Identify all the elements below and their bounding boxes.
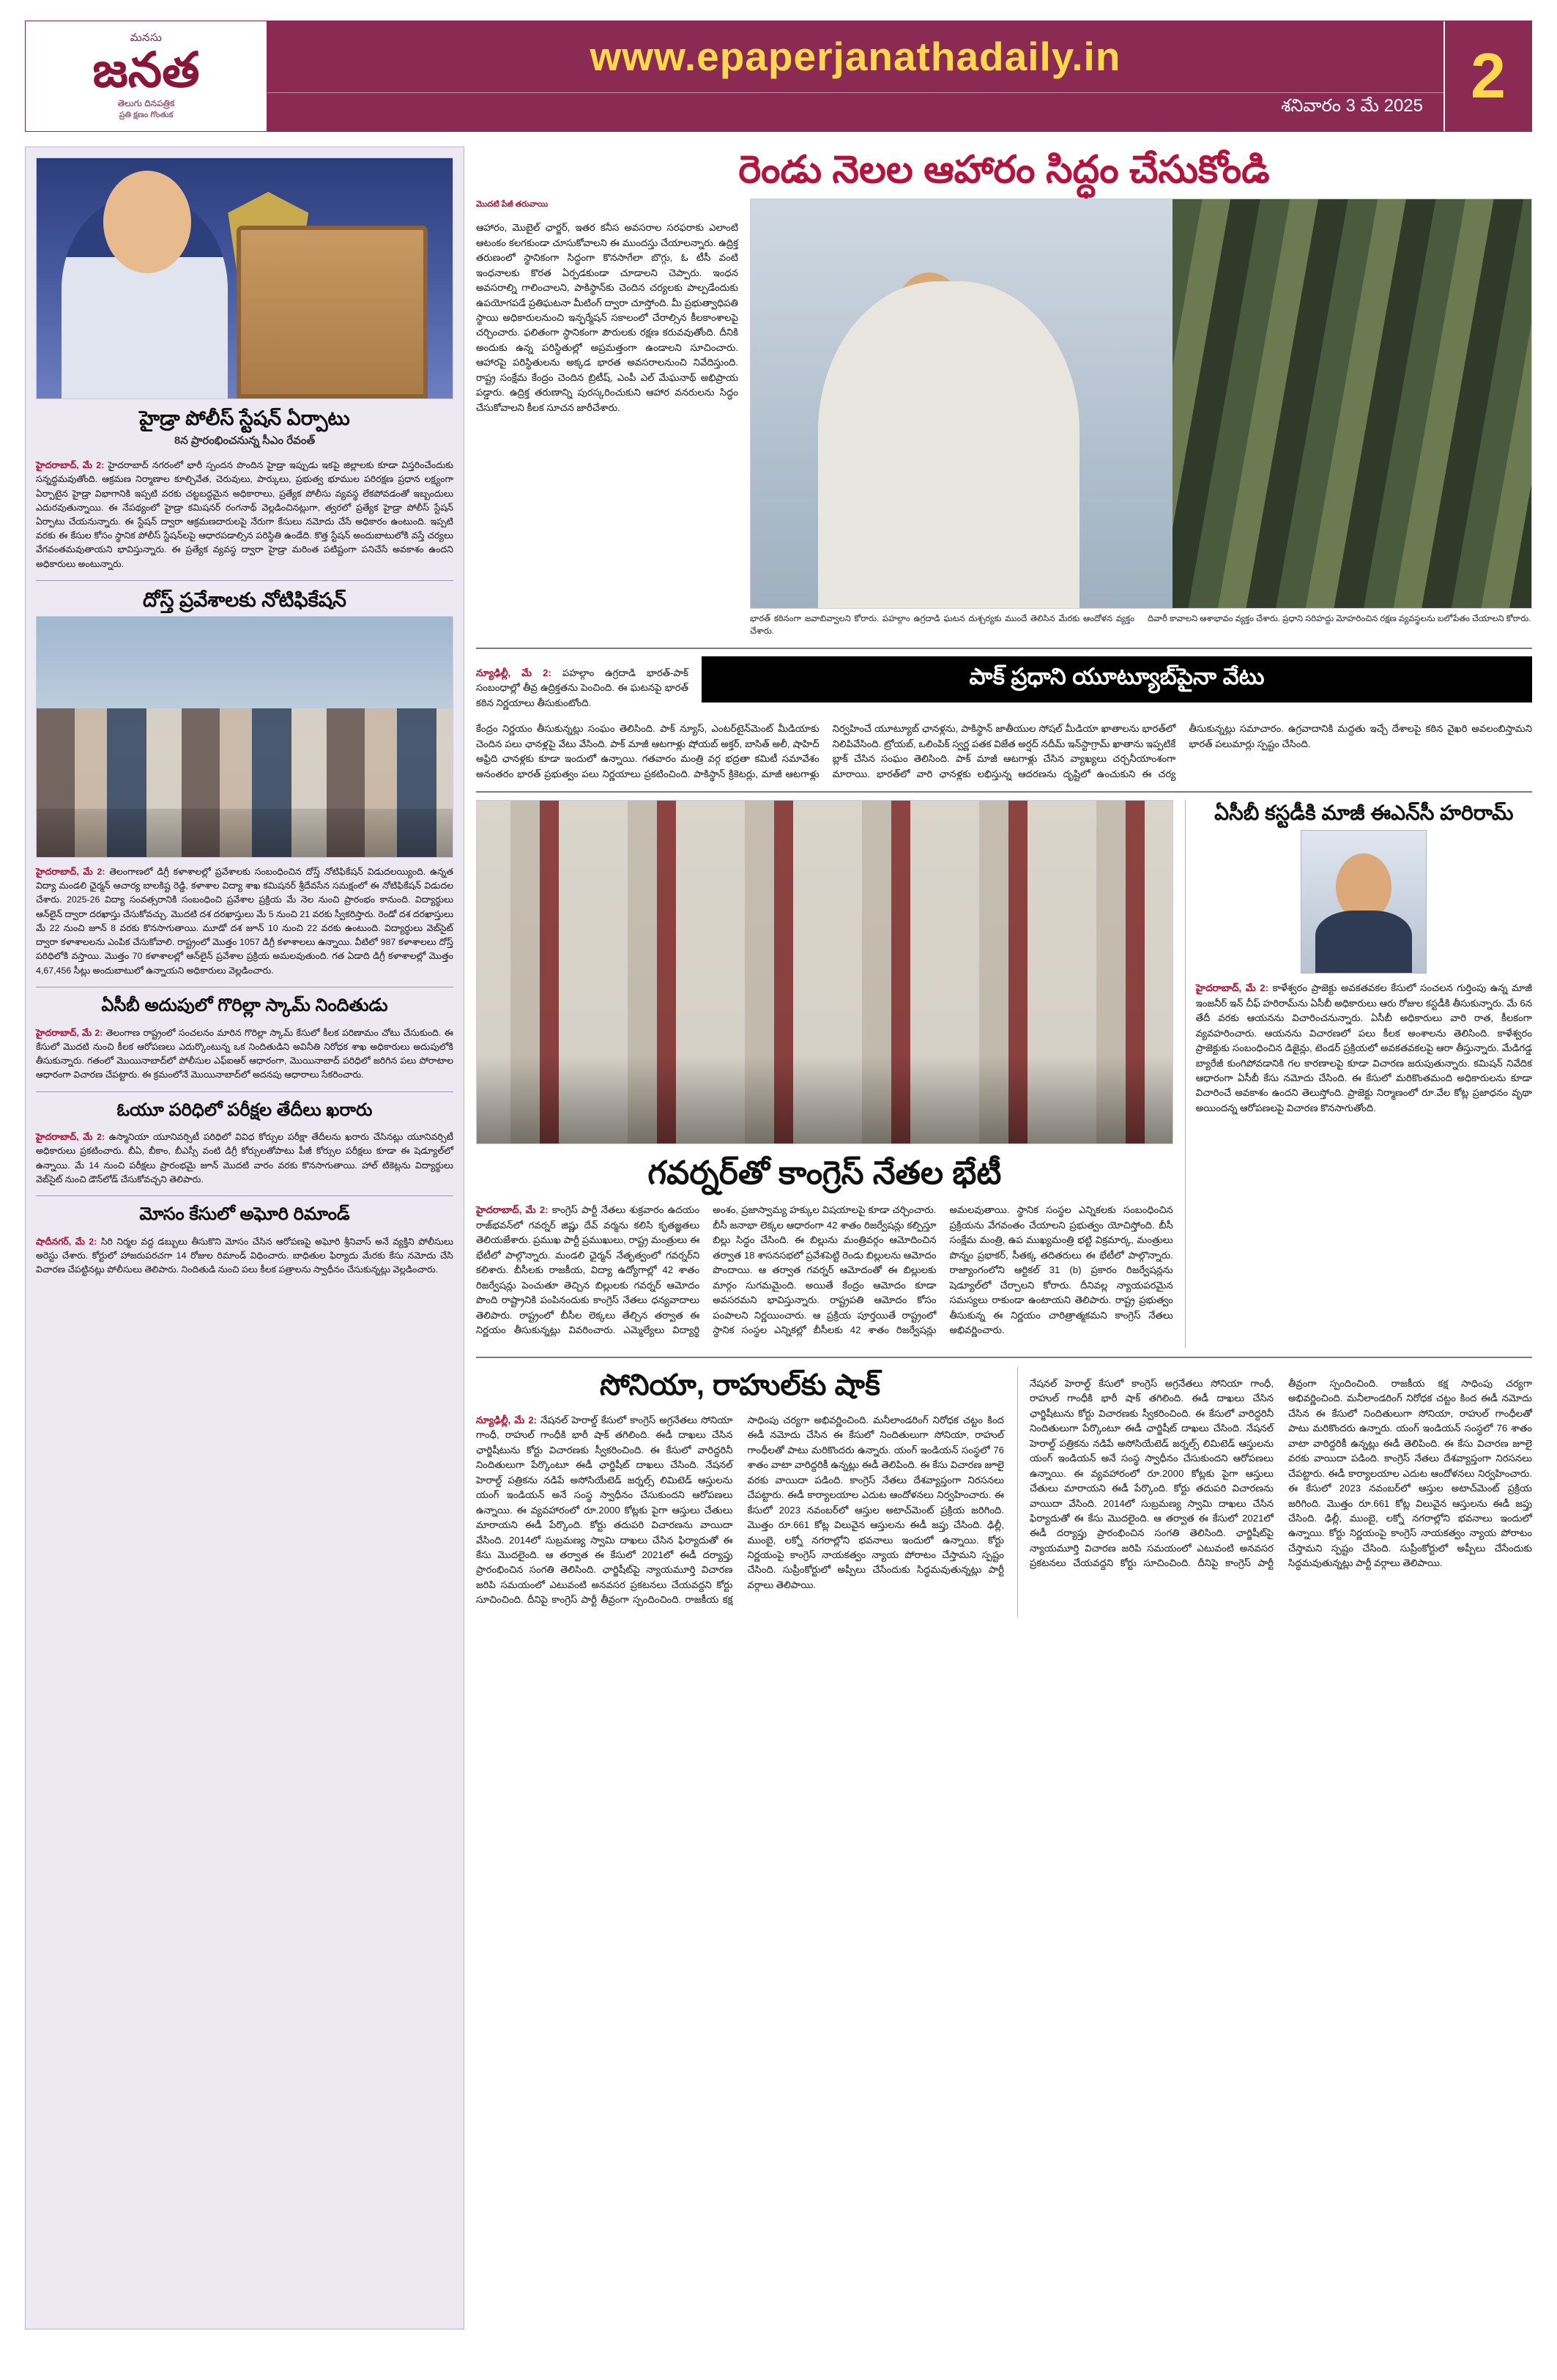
- dateline-pak: న్యూఢిల్లీ, మే 2:: [476, 667, 551, 678]
- bottom-row: [476, 1367, 1532, 1617]
- minister-and-soldiers-photo: [750, 199, 1532, 609]
- dateline-ou: హైదరాబాద్, మే 2:: [36, 1132, 105, 1143]
- article-text-gorilla: తెలంగాణ రాష్ట్రంలో సంచలనం మారిన గొరిల్లా స్కామ్ కేసులో కీలక పరిణామం చోటు చేసుకుంది. ఈ కేసులో మొదటి నుంచి కీలక ఆరోపణలు ఎదుర్కొంటున్న ఒక నిందితుడిని అవినీతి నిరోధక శాఖ అధికారులు అదుపులోకి తీసుకున్నారు. గతంలో మొయినాబాద్‌లో పోలీసుల ఎఫ్ఐఆర్ ఆధారంగా, మొయినాబాద్ పరిధిలో జరిగిన పలు పోరాటాల ఆధారంగా విచారణ చేపట్టారు. ఈ క్రమంలోనే మొయినాబాద్‌లో అదనపు ఆధారాలు సేకరించారు.: [36, 1027, 453, 1080]
- meeting-body: [476, 1203, 1173, 1338]
- article-headline-ou-exams: ఓయూ పరిధిలో పరీక్షల తేదీలు ఖరారు: [116, 1100, 373, 1120]
- article-text-dost: తెలంగాణలో డిగ్రీ కళాశాలల్లో ప్రవేశాలకు సంబంధించిన దోస్త్ నోటిఫికేషన్ విడుదలయ్యింది. ఉన్నత విద్యా మండలి ఛైర్మన్ ఆచార్య బాలకిష్ట రెడ్డి, కళాశాల విద్యా శాఖ కమిషనర్ శ్రీదేవసేన సమక్షంలో ఈ నోటిఫికేషన్ విడుదల చేశారు. 2025-26 విద్యా సంవత్సరానికి సంబంధించి ప్రవేశాల ప్రక్రియ మే నెల నుంచి ప్రారంభం కానుంది. విద్యార్థులు ఆన్‌లైన్ ద్వారా దరఖాస్తు చేసుకోవచ్చు. మొదటి దశ దరఖాస్తులు మే 5 నుంచి 21 వరకు స్వీకరిస్తారు. రెండో దశ దరఖాస్తులు మే 22 నుంచి జూన్ 8 వరకు కొనసాగుతాయి. మూడో దశ జూన్ 10 నుంచి 22 వరకు ఉంటుంది. విద్యార్థులు వెబ్‌సైట్ ద్వారా కళాశాలలను ఎంపిక చేసుకోవాలి. రాష్ట్రంలో మొత్తం 1057 డిగ్రీ కళాశాలలు ఉన్నాయి. వీటిలో 987 కళాశాలలు దోస్త్ పరిధిలోకి వస్తాయి. మొత్తం 70 కళాశాలల్లో ఆన్‌లైన్ ప్రవేశాల ప్రక్రియ అమలవుతుంది. గత ఏడాది డిగ్రీ కళాశాలల్లో మొత్తం 4,67,456 సీట్లు అందుబాటులో ఉన్నాయని అధికారులు వెల్లడించారు.: [36, 867, 453, 976]
- governor-congress-leaders-photo: [476, 800, 1173, 1144]
- page-number-box: [1443, 21, 1531, 131]
- divider-4: [36, 1195, 453, 1196]
- article-body-aghori: [36, 1235, 453, 1278]
- dateline-acb: హైదరాబాద్, మే 2:: [1195, 982, 1269, 994]
- mid-row: [476, 800, 1532, 1347]
- page-content: [25, 147, 1532, 2329]
- sonia-text: నేషనల్ హెరాల్డ్ కేసులో కాంగ్రెస్ అగ్రనేతలు సోనియా గాంధీ, రాహుల్ గాంధీకి భారీ షాక్ తగిలింది. ఈడీ దాఖలు చేసిన ఛార్జిషీటును కోర్టు విచారణకు స్వీకరించింది. ఈ కేసులో వారిద్దరినీ నిందితులుగా పేర్కొంటూ ఈడీ ఛార్జిషీట్ దాఖలు చేసింది. నేషనల్ హెరాల్డ్ పత్రికను నడిపే అసోసియేటెడ్ జర్నల్స్ లిమిటెడ్ ఆస్తులను యంగ్ ఇండియన్ అనే సంస్థ స్వాధీనం చేసుకుందని ఆరోపణలు ఉన్నాయి. ఈ వ్యవహారంలో రూ.2000 కోట్లకు పైగా ఆస్తులు చేతులు మారాయని ఈడీ పేర్కొంది. కోర్టు తదుపరి విచారణను వాయిదా వేసింది. 2014లో సుబ్రమణ్య స్వామి దాఖలు చేసిన ఫిర్యాదుతో ఈ కేసు మొదలైంది. ఆ తర్వాత ఈ కేసులో 2021లో ఈడీ దర్యాప్తు ప్రారంభించిన సంగతి తెలిసింది. ఛార్జిషీట్‌పై న్యాయమూర్తి విచారణ జరిపి సమయంలో ఎటువంటి అనవసర ప్రకటనలు చేయవద్దని కోర్టు సూచించింది. దీనిపై కాంగ్రెస్ పార్టీ తీవ్రంగా స్పందించింది. రాజకీయ కక్ష సాధింపు చర్యగా అభివర్ణించింది. మనీలాండరింగ్ నిరోధక చట్టం కింద ఈడీ నమోదు చేసిన ఈ కేసులో నిందితులుగా సోనియా, రాహుల్ గాంధీలతో పాటు మరికొందరు ఉన్నారు. యంగ్ ఇండియన్ సంస్థలో 76 శాతం వాటా వారిద్దరికీ ఉన్నట్లు ఈడీ తెలిపింది. ఈ కేసు విచారణ జూలై వరకు వాయిదా పడింది. కాంగ్రెస్ నేతలు దేశవ్యాప్తంగా నిరసనలు చేపట్టారు. ఈడీ కార్యాలయాల ఎదుట ఆందోళనలు నిర్వహించారు. ఈ కేసులో 2023 నవంబర్‌లో ఆస్తుల అటాచ్‌మెంట్ ప్రక్రియ జరిగింది. మొత్తం రూ.661 కోట్ల విలువైన ఆస్తులను ఈడీ జప్తు చేసింది. ఢిల్లీ, ముంబై, లక్నో నగరాల్లోని భవనాలు ఇందులో ఉన్నాయి. కోర్టు నిర్ణయంపై కాంగ్రెస్ నాయకత్వం న్యాయ పోరాటం చేస్తామని స్పష్టం చేసింది. సుప్రీంకోర్టులో అప్పీలు చేసేందుకు సిద్ధమవుతున్నట్లు పార్టీ వర్గాలు తెలిపాయి.: [476, 1414, 1004, 1606]
- sonia-body-cont: నేషనల్ హెరాల్డ్ కేసులో కాంగ్రెస్ అగ్రనేతలు సోనియా గాంధీ, రాహుల్ గాంధీకి భారీ షాక్ తగిలింది. ఈడీ దాఖలు చేసిన ఛార్జిషీటును కోర్టు విచారణకు స్వీకరించింది. ఈ కేసులో వారిద్దరినీ నిందితులుగా పేర్కొంటూ ఈడీ ఛార్జిషీట్ దాఖలు చేసింది. నేషనల్ హెరాల్డ్ పత్రికను నడిపే అసోసియేటెడ్ జర్నల్స్ లిమిటెడ్ ఆస్తులను యంగ్ ఇండియన్ అనే సంస్థ స్వాధీనం చేసుకుందని ఆరోపణలు ఉన్నాయి. ఈ వ్యవహారంలో రూ.2000 కోట్లకు పైగా ఆస్తులు చేతులు మారాయని ఈడీ పేర్కొంది. కోర్టు తదుపరి విచారణను వాయిదా వేసింది. 2014లో సుబ్రమణ్య స్వామి దాఖలు చేసిన ఫిర్యాదుతో ఈ కేసు మొదలైంది. ఆ తర్వాత ఈ కేసులో 2021లో ఈడీ దర్యాప్తు ప్రారంభించిన సంగతి తెలిసింది. ఛార్జిషీట్‌పై న్యాయమూర్తి విచారణ జరిపి సమయంలో ఎటువంటి అనవసర ప్రకటనలు చేయవద్దని కోర్టు సూచించింది. దీనిపై కాంగ్రెస్ పార్టీ తీవ్రంగా స్పందించింది. రాజకీయ కక్ష సాధింపు చర్యగా అభివర్ణించింది. మనీలాండరింగ్ నిరోధక చట్టం కింద ఈడీ నమోదు చేసిన ఈ కేసులో నిందితులుగా సోనియా, రాహుల్ గాంధీలతో పాటు మరికొందరు ఉన్నారు. యంగ్ ఇండియన్ సంస్థలో 76 శాతం వాటా వారిద్దరికీ ఉన్నట్లు ఈడీ తెలిపింది. ఈ కేసు విచారణ జూలై వరకు వాయిదా పడింది. కాంగ్రెస్ నేతలు దేశవ్యాప్తంగా నిరసనలు చేపట్టారు. ఈడీ కార్యాలయాల ఎదుట ఆందోళనలు నిర్వహించారు. ఈ కేసులో 2023 నవంబర్‌లో ఆస్తుల అటాచ్‌మెంట్ ప్రక్రియ జరిగింది. మొత్తం రూ.661 కోట్ల విలువైన ఆస్తులను ఈడీ జప్తు చేసింది. ఢిల్లీ, ముంబై, లక్నో నగరాల్లోని భవనాలు ఇందులో ఉన్నాయి. కోర్టు నిర్ణయంపై కాంగ్రెస్ నాయకత్వం న్యాయ పోరాటం చేస్తామని స్పష్టం చేసింది. సుప్రీంకోర్టులో అప్పీలు చేసేందుకు సిద్ధమవుతున్నట్లు పార్టీ వర్గాలు తెలిపాయి.: [1030, 1377, 1532, 1569]
- page-number: 2: [1471, 41, 1506, 111]
- logo-top-text: మనసు: [130, 31, 163, 44]
- divider-mid: [476, 1357, 1532, 1358]
- dateline-aghori: షాదీనగర్, మే 2:: [36, 1236, 97, 1247]
- article-headline-acb-gorilla: ఏసీబీ అదుపులో గొరిల్లా స్కామ్ నిందితుడు: [101, 996, 388, 1016]
- sonia-body: [476, 1413, 1004, 1608]
- police-station-image: [36, 157, 453, 399]
- article-text-aghori: సిరి నిర్మల వద్ద డబ్బులు తీసుకొని మోసం చేసిన ఆరోపణపై అఘోరి శ్రీనివాస్ అనే వ్యక్తిని పోలీసులు అరెస్టు చేశారు. కోర్టులో హాజరుపరచగా 14 రోజుల రిమాండ్ విధించారు. బాధితుల ఫిర్యాదు మేరకు కేసు నమోదు చేసి విచారణ చేపట్టినట్లు పోలీసులు తెలిపారు. నిందితుడి నుంచి పలు కీలక పత్రాలను స్వాధీనం చేసుకున్నట్లు వెల్లడించారు.: [36, 1236, 453, 1275]
- publication-date: శనివారం 3 మే 2025: [1281, 95, 1423, 116]
- pak-intro-text: పహల్గాం ఉగ్రదాడి భారత్-పాక్ సంబంధాల్లో తీవ్ర ఉద్రిక్తతను పెంచింది. ఈ ఘటనపై భారత్ కఠిన నిర్ణయాలు తీసుకుంటోంది.: [476, 667, 689, 708]
- hariram-portrait: [1301, 830, 1427, 974]
- article-headline-hydra: హైడ్రా పోలీస్ స్టేషన్ ఏర్పాటు: [139, 407, 350, 429]
- sonia-article: [476, 1367, 1004, 1617]
- dateline-meeting: హైదరాబాద్, మే 2:: [476, 1204, 549, 1216]
- dateline-hydra: హైదరాబాద్, మే 2:: [36, 460, 105, 471]
- article-body-acb-gorilla: [36, 1026, 453, 1083]
- lead-kicker: మొదటి పేజీ తరువాయి: [476, 200, 549, 209]
- article-subhead-hydra: 8న ప్రారంభించనున్న సీఎం రేవంత్: [174, 434, 316, 447]
- article-body-dost: [36, 865, 453, 978]
- acb-text: కాళేశ్వరం ప్రాజెక్టు అవకతవకల కేసులో సంచలన గుర్తింపు ఉన్న మాజీ ఇంజనీర్ ఇన్ చీఫ్ హరిరామ్‌ను ఏసీబీ అధికారులు ఆరు రోజుల కస్టడీకి తీసుకున్నారు. మే 6న తేదీ వరకు ఆయనను విచారించనున్నారు. ఏసీబీ అధికారులు వారి రాత, కీలకంగా వ్యవహరించారు. ఆయనను విచారణలో పలు కీలక అంశాలను తెలిసింది. కాళేశ్వరం ప్రాజెక్టుకు సంబంధించిన డిజైన్లు, టెండర్ ప్రక్రియలో అవకతవకలపై ఆరా తీస్తున్నారు. మేడిగడ్డ బ్యారేజీ కుంగిపోవడానికి గల కారణాలపై కూడా విచారణ జరుపుతున్నారు. కమిషన్ నివేదిక ఆధారంగా ఏసీబీ కేసు నమోదు చేసింది. ఈ కేసులో మరికొంతమంది అధికారులను కూడా విచారించే అవకాశం ఉందని తెలుస్తోంది. ప్రాజెక్టు నిర్మాణంలో రూ.వేల కోట్ల ప్రజాధనం వృథా అయిందన్న ఆరోపణలపై విచారణ కొనసాగుతోంది.: [1195, 982, 1532, 1113]
- logo-sub2: ప్రతి క్షణం గొంతుక: [119, 110, 174, 119]
- meeting-text: కాంగ్రెస్ పార్టీ నేతలు శుక్రవారం ఉదయం రాజ్‌భవన్‌లో గవర్నర్ జిష్ణు దేవ్ వర్మను కలిసి కృతజ్ఞతలు తెలియజేశారు. ప్రముఖ పార్టీ ప్రముఖులు, రాష్ట్ర మంత్రులు ఈ భేటీలో పాల్గొన్నారు. మండలి ఛైర్మన్ నేతృత్వంలో గవర్నర్‌ని కలిశారు. బీసీలకు రాజకీయ, విద్యా ఉద్యోగాల్లో 42 శాతం రిజర్వేషన్లు పెంచుతూ తెచ్చిన బిల్లులకు గవర్నర్ ఆమోదం పొంది రాష్ట్రానికి పంపినందుకు కాంగ్రెస్ నేతలు ధన్యవాదాలు తెలిపారు. రాష్ట్రంలో బీసీల లెక్కలు తేల్చిన తర్వాత ఈ నిర్ణయం తీసుకున్నట్లు వివరించారు. ఎమ్మెల్యేలు విద్యార్థి అంశం, ప్రజాస్వామ్య హక్కుల విషయాలపై కూడా చర్చించారు. బీసీ జనాభా లెక్కల ఆధారంగా 42 శాతం రిజర్వేషన్లు కల్పిస్తూ బిల్లు సిద్ధం చేసింది. ఈ బిల్లును మంత్రివర్గం ఆమోదించిన తర్వాత 18 శాసనసభలో ప్రవేశపెట్టి రెండు బిల్లులను ఆమోదం పొందాయి. ఆ తర్వాత గవర్నర్ ఆమోదంతో ఈ బిల్లులకు మార్గం సుగమమైంది. అయితే కేంద్రం ఆమోదం కూడా అవసరమని భావిస్తున్నారు. రాష్ట్రపతి ఆమోదం కోసం పంపాలని నిర్ణయించారు. ఆ ప్రక్రియ పూర్తయితే రాష్ట్రంలో స్థానిక సంస్థల ఎన్నికల్లో బీసీలకు 42 శాతం రిజర్వేషన్లు అమలవుతాయి. స్థానిక సంస్థల ఎన్నికలకు సంబంధించిన ప్రక్రియను వేగవంతం చేయాలని ప్రభుత్వం యోచిస్తోంది. బీసీ సంక్షేమ మంత్రి, ఉప ముఖ్యమంత్రి భట్టి విక్రమార్క, మంత్రులు పొన్నం ప్రభాకర్, సీతక్క తదితరులు ఈ భేటీలో పాల్గొన్నారు. రాజ్యాంగంలోని ఆర్టికల్ 31 (b) ప్రకారం రిజర్వేషన్లను షెడ్యూల్‌లో చేర్చాలని కోరారు. దీనివల్ల న్యాయపరమైన సమస్యలు రాకుండా ఉంటాయని తెలిపారు. రాష్ట్ర ప్రభుత్వం తీసుకున్న ఈ నిర్ణయం చారిత్రాత్మకమని కాంగ్రెస్ నేతలు అభివర్ణించారు.: [476, 1204, 1173, 1336]
- article-body-ou-exams: [36, 1130, 453, 1187]
- pak-article: [476, 656, 1532, 721]
- left-column: [25, 147, 464, 2329]
- right-column: [476, 147, 1532, 2329]
- dateline-gorilla: హైదరాబాద్, మే 2:: [36, 1027, 103, 1038]
- acb-body: [1196, 981, 1532, 1116]
- governor-meeting-article: [476, 800, 1173, 1347]
- students-crowd-image: [36, 616, 453, 858]
- lead-photo-wrapper: [750, 199, 1532, 639]
- divider-3: [36, 1091, 453, 1092]
- pak-banner-headline: పాక్ ప్రధాని యూట్యూబ్‌పైనా వేటు: [702, 656, 1532, 702]
- newspaper-logo: [26, 21, 267, 131]
- article-text-ou: ఉస్మానియా యూనివర్సిటీ పరిధిలో వివిధ కోర్సుల పరీక్షా తేదీలను ఖరారు చేసినట్లు యూనివర్సిటీ అధికారులు ప్రకటించారు. బీఏ, బీకాం, బీఎస్సీ వంటి డిగ్రీ కోర్సులతోపాటు పీజీ కోర్సుల పరీక్షలు కూడా ఈ షెడ్యూల్‌లో ఉన్నాయి. మే 14 నుంచి పరీక్షలు ప్రారంభమై జూన్ మొదటి వారం వరకు కొనసాగుతాయి. హాల్ టికెట్లను విద్యార్థులు వెబ్‌సైట్ నుంచి డౌన్‌లోడ్ చేసుకోవచ్చని తెలిపారు.: [36, 1132, 453, 1185]
- dateline-sonia: న్యూఢిల్లీ, మే 2:: [476, 1414, 538, 1426]
- pak-intro: [476, 666, 688, 711]
- logo-sub1: తెలుగు దినపత్రిక: [117, 97, 175, 108]
- sonia-continuation: [1017, 1367, 1532, 1617]
- website-url[interactable]: www.epaperjanathadaily.in: [590, 33, 1121, 79]
- article-text-hydra: హైదరాబాద్ నగరంలో భారీ స్పందన పొందిన హైడ్రా ఇప్పుడు ఇకపై జిల్లాలకు కూడా విస్తరించేందుకు సన్నద్ధమవుతోంది. ఆక్రమణ నిర్మాణాల కూల్చివేత, చెరువులు, పార్కులు, ప్రభుత్వ భూముల పరిరక్షణ ప్రధాన లక్ష్యంగా ఏర్పాటైన హైడ్రా విభాగానికి ఇప్పటి వరకు చట్టబద్ధమైన అధికారాలు, ప్రత్యేక పోలీసు వ్యవస్థ లేకపోవడంతో ఇబ్బందులు ఎదురవుతున్నాయి. ఈ నేపథ్యంలో హైడ్రా కమిషనర్ రంగనాథ్ వెల్లడించినట్లుగా, త్వరలో ప్రత్యేక హైడ్రా పోలీస్ స్టేషన్ ఏర్పాటు చేయనున్నారు. ఈ స్టేషన్ ద్వారా ఆక్రమణదారులపై నేరుగా కేసులు నమోదు చేసే అధికారం ఉంటుంది. ఇప్పటి వరకు ఈ కేసుల కోసం స్థానిక పోలీస్ స్టేషన్‌లపై ఆధారపడాల్సిన పరిస్థితి ఉండేది. కొత్త స్టేషన్ అందుబాటులోకి వస్తే చర్యలు వేగవంతమవుతాయని భావిస్తున్నారు. ఈ ప్రత్యేక వ్యవస్థ ద్వారా హైడ్రా మరింత పటిష్టంగా పనిచేసే అవకాశం ఉందని అధికారులు అంటున్నారు.: [36, 460, 453, 569]
- lead-body: ఆహారం, మొబైల్ ఛార్జర్, ఇతర కనీస అవసరాల సరఫరాకు ఎలాంటి ఆటంకం కలగకుండా చూసుకోవాలని ఈ ముందస్తు చేయాలన్నారు. ఉద్రిక్త తరుణంలో స్థానికంగా సిద్ధంగా కొనసాగేలా బొగ్గు, ఓ టీసీ వంటి ఇంధనాలకు కొరత ఏర్పడకుండా చూడాలని చెప్పారు. ఇంధన అవసరాల్ని గాలించాలని, పాకిస్థాన్‌కు చెందిన చర్యలకు పాల్పడేందుకు ఉపయోగపడే ప్రతిఘటనా మీటింగ్ ద్వారా చూస్తోంది. మీ ప్రభుత్వాధిపతి స్థాయి అధికారులనుంచి ఇన్ఫర్మేషన్ సకాలంలో చేరాల్సిన కీలకాంశాలపై చర్చించారు. ఫలితంగా స్థానికంగా పౌరులకు రక్షణ కరువవుతోంది. దీనికి అందుకు ఉన్న పరిస్థితుల్లో అప్రమత్తంగా ఉండాలని సూచించారు. ఆహారపై పరిస్థితులను అక్కడ భారత అవసరాలనుంచి నివేదిస్తుంది. రాష్ట్ర సంక్షేమ కేంద్రం చెందిన బ్రిటీష్, ఎంపీ ఎల్ మేఘనాథ్ అభిప్రాయ పడ్డారు. ఉద్రిక్త తరుణాన్ని పురస్కరించుకుని ఆహార వనరులను సిద్ధం చేసుకోవాలని కీలక సూచన జారీచేశారు.: [476, 222, 738, 413]
- meeting-headline: గవర్నర్‌తో కాంగ్రెస్ నేతల భేటీ: [647, 1155, 1002, 1192]
- article-body-hydra: [36, 459, 453, 571]
- divider-pak: [476, 791, 1532, 793]
- article-headline-aghori: మోసం కేసులో అఘోరి రిమాండ్: [139, 1204, 350, 1225]
- acb-headline: ఏసీబీ కస్టడీకి మాజీ ఈఎన్‌సీ హరిరామ్: [1214, 801, 1514, 825]
- divider-lead: [476, 648, 1532, 649]
- masthead-rule: [267, 92, 1443, 93]
- logo-brand: జనత: [92, 43, 200, 97]
- lead-article-top: [476, 199, 1532, 639]
- photo-caption-right: దివారీ కావాలని ఆశాభావం వ్యక్తం చేశారు. ప్రధాని సరిహద్దు మోహరించిన రక్షణ వ్యవస్థలను బలోపేతం చేయాలని కోరారు.: [1148, 615, 1531, 623]
- photo-caption-left: భారత్ కఠినంగా జవాబివ్వాలని కోరారు. పహల్గాం ఉగ్రదాడి ఘటన దుశ్చర్యకు ముందే తెలిసిన మేరకు ఆందోళన వ్యక్తం చేశారు.: [750, 615, 1134, 637]
- sonia-headline: సోనియా, రాహుల్‌కు షాక్: [599, 1368, 881, 1401]
- dateline-dost: హైదరాబాద్, మే 2:: [36, 867, 105, 878]
- lead-text-column: [476, 199, 738, 639]
- lead-headline: రెండు నెలల ఆహారం సిద్ధం చేసుకోండి: [738, 149, 1270, 191]
- acb-article: [1185, 800, 1532, 1347]
- divider-1: [36, 580, 453, 581]
- article-headline-dost: దోస్త్ ప్రవేశాలకు నోటిఫికేషన్: [143, 589, 346, 612]
- pak-body: కేంద్రం నిర్ణయం తీసుకున్నట్లు సంఘం తెలిసింది. పాక్ న్యూస్, ఎంటర్‌టైన్‌మెంట్ మీడియాకు చెందిన పలు ఛానళ్లపై వేటు వేసింది. పాక్ మాజీ ఆటగాళ్లు షోయబ్ అక్తర్, బాసిత్ అలీ, షాహిద్ అఫ్రిది ఛానళ్లకు కూడా ఇందులో ఉన్నాయి. గతవారం మంత్రి వర్గ భద్రతా కమిటీ సమావేశం అనంతరం భారత్ ప్రభుత్వం పలు నిర్ణయాలు ప్రకటించింది. పాకిస్థాన్ క్రికెటర్లు, మాజీ ఆటగాళ్లు నిర్వహించే యూట్యూబ్ ఛానళ్లను, పాకిస్థాన్ జాతీయుల సోషల్ మీడియా ఖాతాలను భారత్‌లో నిలిపివేసింది. ట్రోయబ్, ఒలింపిక్ స్వర్ణ పతక విజేత అర్షద్ నదీమ్ ఇన్‌స్టాగ్రామ్ ఖాతాను ఇప్పటికే బ్లాక్ చేసిన సంఘం తెలిసింది. పాక్ మాజీ ఆటగాళ్లు చేసిన వ్యాఖ్యలు చర్చనీయాంశంగా మారాయి. భారత్‌లో వారి ఛానళ్లకు లభిస్తున్న ఆదరణను దృష్టిలో ఉంచుకుని ఈ చర్య తీసుకున్నట్లు సమాచారం. ఉగ్రవాదానికి మద్దతు ఇచ్చే దేశాలపై కఠిన వైఖరి అవలంబిస్తామని భారత్ పలుమార్లు స్పష్టం చేసింది.: [476, 723, 1532, 779]
- masthead: [25, 21, 1532, 132]
- masthead-center: [267, 21, 1443, 131]
